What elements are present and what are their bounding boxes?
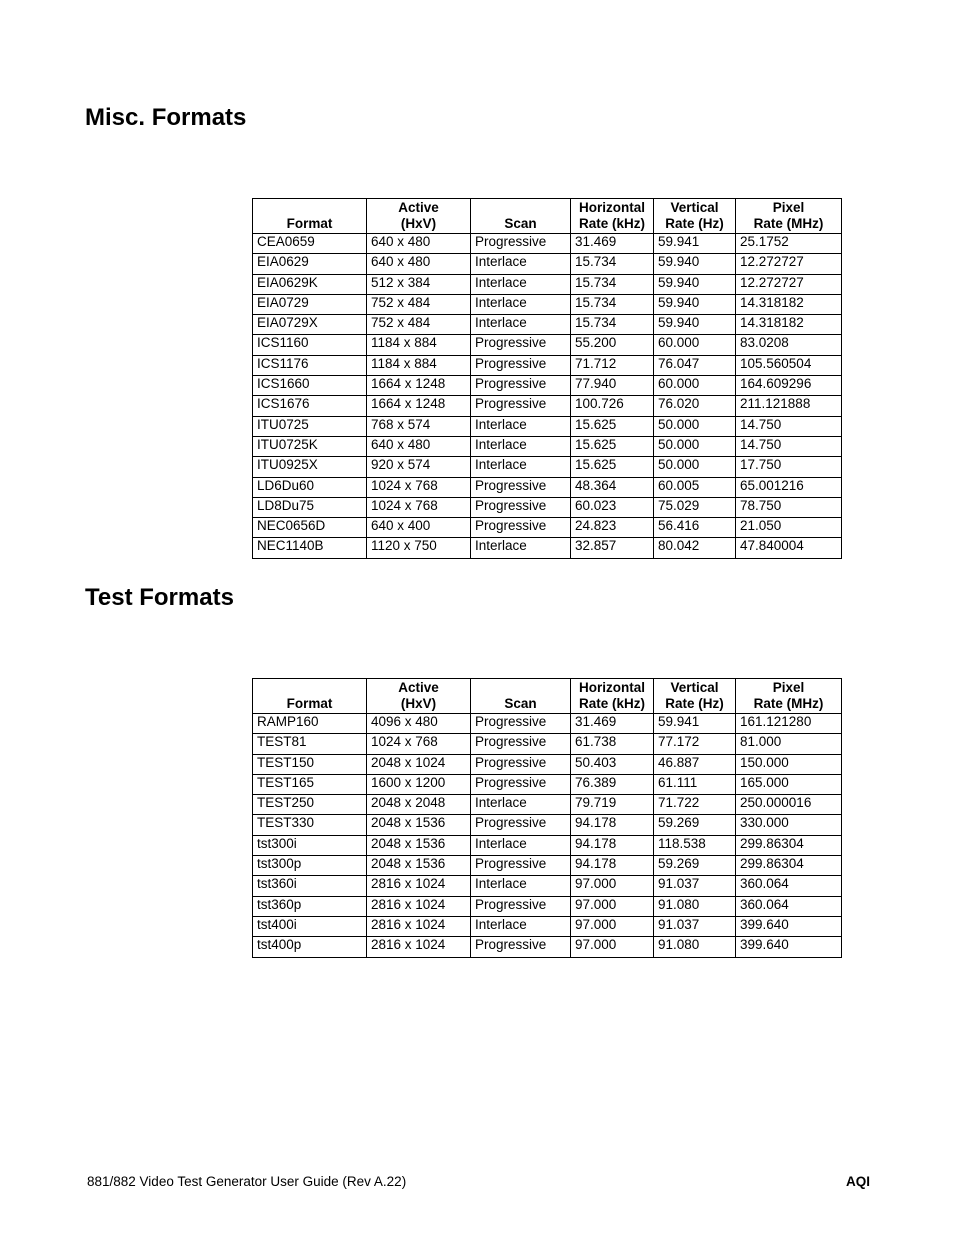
cell-vertical-rate: 59.940	[654, 274, 736, 294]
cell-vertical-rate: 91.037	[654, 876, 736, 896]
cell-horizontal-rate: 15.625	[571, 457, 654, 477]
cell-horizontal-rate: 31.469	[571, 234, 654, 254]
cell-vertical-rate: 118.538	[654, 835, 736, 855]
cell-pixel-rate: 65.001216	[736, 477, 842, 497]
cell-active: 1024 x 768	[367, 477, 471, 497]
column-header-line1: Active	[398, 200, 439, 215]
table-row	[253, 436, 842, 456]
cell-scan: Interlace	[471, 457, 571, 477]
table-row	[253, 754, 842, 774]
cell-scan: Progressive	[471, 477, 571, 497]
test-formats-table	[252, 678, 842, 958]
cell-format: tst400p	[253, 937, 367, 957]
cell-format: ICS1160	[253, 335, 367, 355]
cell-vertical-rate: 60.005	[654, 477, 736, 497]
column-header-line2: Rate (Hz)	[665, 696, 724, 711]
cell-pixel-rate: 14.750	[736, 416, 842, 436]
cell-scan: Interlace	[471, 294, 571, 314]
cell-scan: Interlace	[471, 916, 571, 936]
cell-horizontal-rate: 31.469	[571, 714, 654, 734]
table-row	[253, 234, 842, 254]
cell-vertical-rate: 59.940	[654, 294, 736, 314]
cell-scan: Interlace	[471, 835, 571, 855]
cell-pixel-rate: 105.560504	[736, 355, 842, 375]
cell-format: ICS1676	[253, 396, 367, 416]
cell-pixel-rate: 14.318182	[736, 315, 842, 335]
cell-vertical-rate: 50.000	[654, 457, 736, 477]
cell-active: 920 x 574	[367, 457, 471, 477]
footer-brand: AQI	[846, 1174, 871, 1189]
cell-format: NEC1140B	[253, 538, 367, 558]
cell-horizontal-rate: 77.940	[571, 376, 654, 396]
misc-formats-table	[252, 198, 842, 559]
cell-scan: Progressive	[471, 234, 571, 254]
cell-active: 1664 x 1248	[367, 396, 471, 416]
cell-format: EIA0729	[253, 294, 367, 314]
cell-format: tst400i	[253, 916, 367, 936]
cell-horizontal-rate: 97.000	[571, 937, 654, 957]
column-header-line1: Pixel	[772, 680, 805, 695]
cell-active: 2048 x 1536	[367, 815, 471, 835]
cell-horizontal-rate: 15.734	[571, 294, 654, 314]
column-header-line1: Horizontal	[579, 680, 645, 695]
cell-active: 640 x 480	[367, 254, 471, 274]
cell-vertical-rate: 91.080	[654, 937, 736, 957]
cell-pixel-rate: 14.318182	[736, 294, 842, 314]
column-header-line1: Horizontal	[579, 200, 645, 215]
cell-format: tst360p	[253, 896, 367, 916]
cell-format: TEST165	[253, 774, 367, 794]
cell-pixel-rate: 211.121888	[736, 396, 842, 416]
column-header-line2: Rate (MHz)	[753, 696, 824, 711]
cell-vertical-rate: 71.722	[654, 795, 736, 815]
table-row	[253, 815, 842, 835]
cell-vertical-rate: 59.269	[654, 856, 736, 876]
cell-horizontal-rate: 15.734	[571, 274, 654, 294]
cell-vertical-rate: 59.269	[654, 815, 736, 835]
misc-formats-heading: Misc. Formats	[85, 104, 247, 131]
cell-format: EIA0629	[253, 254, 367, 274]
cell-horizontal-rate: 48.364	[571, 477, 654, 497]
cell-vertical-rate: 59.941	[654, 234, 736, 254]
table-row	[253, 335, 842, 355]
cell-format: EIA0629K	[253, 274, 367, 294]
cell-active: 1664 x 1248	[367, 376, 471, 396]
cell-scan: Progressive	[471, 396, 571, 416]
table-row	[253, 396, 842, 416]
cell-format: ITU0725K	[253, 436, 367, 456]
table-row	[253, 876, 842, 896]
cell-active: 1184 x 884	[367, 335, 471, 355]
cell-format: ICS1660	[253, 376, 367, 396]
cell-scan: Progressive	[471, 714, 571, 734]
cell-scan: Progressive	[471, 774, 571, 794]
table-row	[253, 315, 842, 335]
column-header-scan	[471, 679, 571, 714]
cell-active: 1600 x 1200	[367, 774, 471, 794]
cell-format: EIA0729X	[253, 315, 367, 335]
cell-vertical-rate: 56.416	[654, 518, 736, 538]
cell-format: ITU0725	[253, 416, 367, 436]
column-header-line2: Rate (kHz)	[578, 216, 645, 231]
cell-pixel-rate: 83.0208	[736, 335, 842, 355]
cell-horizontal-rate: 79.719	[571, 795, 654, 815]
cell-horizontal-rate: 97.000	[571, 916, 654, 936]
cell-pixel-rate: 165.000	[736, 774, 842, 794]
cell-scan: Progressive	[471, 815, 571, 835]
cell-vertical-rate: 80.042	[654, 538, 736, 558]
cell-active: 768 x 574	[367, 416, 471, 436]
cell-vertical-rate: 77.172	[654, 734, 736, 754]
cell-vertical-rate: 76.020	[654, 396, 736, 416]
cell-horizontal-rate: 15.625	[571, 416, 654, 436]
cell-scan: Interlace	[471, 416, 571, 436]
cell-pixel-rate: 399.640	[736, 916, 842, 936]
cell-format: tst360i	[253, 876, 367, 896]
cell-active: 1024 x 768	[367, 734, 471, 754]
cell-format: TEST250	[253, 795, 367, 815]
cell-vertical-rate: 61.111	[654, 774, 736, 794]
cell-format: ITU0925X	[253, 457, 367, 477]
cell-active: 2816 x 1024	[367, 896, 471, 916]
table-row	[253, 795, 842, 815]
cell-vertical-rate: 46.887	[654, 754, 736, 774]
table-header-row	[253, 679, 842, 714]
cell-horizontal-rate: 15.625	[571, 436, 654, 456]
cell-horizontal-rate: 71.712	[571, 355, 654, 375]
cell-pixel-rate: 161.121280	[736, 714, 842, 734]
table-row	[253, 835, 842, 855]
table-row	[253, 497, 842, 517]
cell-format: TEST330	[253, 815, 367, 835]
cell-horizontal-rate: 94.178	[571, 835, 654, 855]
cell-pixel-rate: 150.000	[736, 754, 842, 774]
column-header-line2: Scan	[504, 696, 537, 711]
cell-scan: Progressive	[471, 376, 571, 396]
column-header-line2: Format	[286, 216, 333, 231]
cell-active: 2816 x 1024	[367, 937, 471, 957]
cell-scan: Interlace	[471, 538, 571, 558]
table-row	[253, 518, 842, 538]
cell-horizontal-rate: 15.734	[571, 254, 654, 274]
cell-pixel-rate: 81.000	[736, 734, 842, 754]
cell-pixel-rate: 399.640	[736, 937, 842, 957]
column-header-line2: (HxV)	[400, 696, 437, 711]
cell-vertical-rate: 50.000	[654, 416, 736, 436]
cell-scan: Interlace	[471, 436, 571, 456]
cell-active: 1120 x 750	[367, 538, 471, 558]
cell-format: LD8Du75	[253, 497, 367, 517]
column-header-vertical-rate	[654, 679, 736, 714]
column-header-line2: (HxV)	[400, 216, 437, 231]
column-header-line1: Pixel	[772, 200, 805, 215]
cell-active: 1024 x 768	[367, 497, 471, 517]
footer-document-title: 881/882 Video Test Generator User Guide (Rev A.22)	[87, 1174, 407, 1189]
cell-scan: Progressive	[471, 937, 571, 957]
cell-active: 2816 x 1024	[367, 916, 471, 936]
cell-format: LD6Du60	[253, 477, 367, 497]
cell-pixel-rate: 12.272727	[736, 274, 842, 294]
cell-horizontal-rate: 15.734	[571, 315, 654, 335]
cell-active: 752 x 484	[367, 294, 471, 314]
column-header-format	[253, 199, 367, 234]
cell-active: 2048 x 1536	[367, 835, 471, 855]
cell-scan: Progressive	[471, 497, 571, 517]
cell-format: RAMP160	[253, 714, 367, 734]
table-row	[253, 457, 842, 477]
cell-horizontal-rate: 60.023	[571, 497, 654, 517]
table-row	[253, 538, 842, 558]
cell-active: 2048 x 1536	[367, 856, 471, 876]
cell-scan: Interlace	[471, 876, 571, 896]
cell-active: 4096 x 480	[367, 714, 471, 734]
cell-vertical-rate: 60.000	[654, 376, 736, 396]
cell-active: 1184 x 884	[367, 355, 471, 375]
cell-horizontal-rate: 100.726	[571, 396, 654, 416]
cell-pixel-rate: 299.86304	[736, 856, 842, 876]
column-header-line1: Vertical	[670, 680, 719, 695]
column-header-horizontal-rate	[571, 199, 654, 234]
table-row	[253, 416, 842, 436]
cell-scan: Progressive	[471, 754, 571, 774]
cell-pixel-rate: 360.064	[736, 896, 842, 916]
cell-horizontal-rate: 50.403	[571, 754, 654, 774]
cell-horizontal-rate: 97.000	[571, 876, 654, 896]
cell-active: 640 x 400	[367, 518, 471, 538]
cell-scan: Interlace	[471, 254, 571, 274]
cell-format: NEC0656D	[253, 518, 367, 538]
cell-format: tst300i	[253, 835, 367, 855]
cell-scan: Progressive	[471, 856, 571, 876]
cell-pixel-rate: 250.000016	[736, 795, 842, 815]
cell-pixel-rate: 78.750	[736, 497, 842, 517]
cell-vertical-rate: 91.080	[654, 896, 736, 916]
cell-scan: Interlace	[471, 795, 571, 815]
column-header-vertical-rate	[654, 199, 736, 234]
cell-vertical-rate: 59.940	[654, 254, 736, 274]
table-row	[253, 916, 842, 936]
cell-active: 752 x 484	[367, 315, 471, 335]
cell-active: 2048 x 1024	[367, 754, 471, 774]
cell-scan: Progressive	[471, 355, 571, 375]
cell-pixel-rate: 25.1752	[736, 234, 842, 254]
cell-horizontal-rate: 94.178	[571, 815, 654, 835]
cell-horizontal-rate: 94.178	[571, 856, 654, 876]
column-header-line2: Rate (MHz)	[753, 216, 824, 231]
cell-pixel-rate: 14.750	[736, 436, 842, 456]
column-header-line2: Format	[286, 696, 333, 711]
table-row	[253, 477, 842, 497]
cell-format: CEA0659	[253, 234, 367, 254]
cell-format: tst300p	[253, 856, 367, 876]
table-row	[253, 376, 842, 396]
table-row	[253, 896, 842, 916]
cell-active: 2048 x 2048	[367, 795, 471, 815]
cell-pixel-rate: 21.050	[736, 518, 842, 538]
table-row	[253, 856, 842, 876]
cell-active: 2816 x 1024	[367, 876, 471, 896]
table-row	[253, 937, 842, 957]
cell-pixel-rate: 47.840004	[736, 538, 842, 558]
cell-vertical-rate: 60.000	[654, 335, 736, 355]
cell-active: 640 x 480	[367, 234, 471, 254]
cell-scan: Progressive	[471, 734, 571, 754]
cell-pixel-rate: 12.272727	[736, 254, 842, 274]
cell-scan: Progressive	[471, 518, 571, 538]
cell-horizontal-rate: 32.857	[571, 538, 654, 558]
cell-pixel-rate: 330.000	[736, 815, 842, 835]
column-header-format	[253, 679, 367, 714]
column-header-line2: Scan	[504, 216, 537, 231]
column-header-active	[367, 199, 471, 234]
cell-scan: Progressive	[471, 335, 571, 355]
cell-pixel-rate: 299.86304	[736, 835, 842, 855]
cell-pixel-rate: 164.609296	[736, 376, 842, 396]
table-row	[253, 274, 842, 294]
column-header-active	[367, 679, 471, 714]
cell-format: ICS1176	[253, 355, 367, 375]
cell-vertical-rate: 59.941	[654, 714, 736, 734]
cell-pixel-rate: 17.750	[736, 457, 842, 477]
table-row	[253, 774, 842, 794]
cell-horizontal-rate: 97.000	[571, 896, 654, 916]
column-header-horizontal-rate	[571, 679, 654, 714]
cell-horizontal-rate: 55.200	[571, 335, 654, 355]
table-row	[253, 294, 842, 314]
cell-scan: Progressive	[471, 896, 571, 916]
column-header-scan	[471, 199, 571, 234]
cell-scan: Interlace	[471, 315, 571, 335]
cell-format: TEST150	[253, 754, 367, 774]
cell-horizontal-rate: 61.738	[571, 734, 654, 754]
cell-vertical-rate: 50.000	[654, 436, 736, 456]
column-header-line1: Active	[398, 680, 439, 695]
cell-horizontal-rate: 76.389	[571, 774, 654, 794]
cell-vertical-rate: 91.037	[654, 916, 736, 936]
table-row	[253, 254, 842, 274]
cell-active: 640 x 480	[367, 436, 471, 456]
table-header-row	[253, 199, 842, 234]
cell-scan: Interlace	[471, 274, 571, 294]
column-header-pixel-rate	[736, 679, 842, 714]
table-row	[253, 355, 842, 375]
cell-vertical-rate: 76.047	[654, 355, 736, 375]
cell-horizontal-rate: 24.823	[571, 518, 654, 538]
column-header-line1: Vertical	[670, 200, 719, 215]
table-row	[253, 734, 842, 754]
cell-format: TEST81	[253, 734, 367, 754]
cell-vertical-rate: 75.029	[654, 497, 736, 517]
column-header-pixel-rate	[736, 199, 842, 234]
test-formats-heading: Test Formats	[85, 584, 234, 611]
column-header-line2: Rate (kHz)	[578, 696, 645, 711]
table-row	[253, 714, 842, 734]
cell-active: 512 x 384	[367, 274, 471, 294]
column-header-line2: Rate (Hz)	[665, 216, 724, 231]
cell-vertical-rate: 59.940	[654, 315, 736, 335]
cell-pixel-rate: 360.064	[736, 876, 842, 896]
